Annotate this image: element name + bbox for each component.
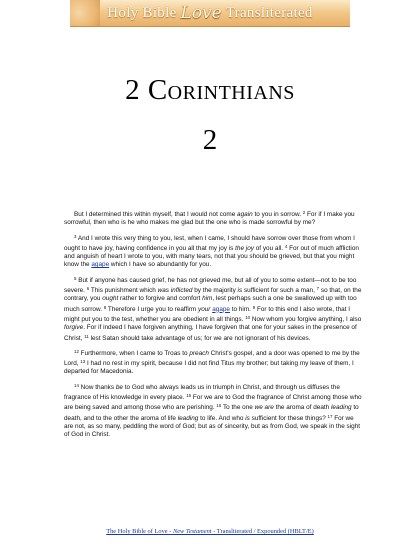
chapter-number: 2 — [202, 124, 218, 156]
verse-text: For we are to God the fragrance of Christ among those who are being saved and among those who are perishing. — [64, 394, 362, 412]
verse-text: For out of much affliction and anguish of heart I wrote to you, with many tears, not that you should be grieved, but that you might know the — [64, 244, 359, 269]
verse-text: For if I make you sorrowful, then who is he who makes me glad but the one who is made sorrowful by me? — [64, 211, 355, 227]
verse-number: 15 — [186, 393, 192, 399]
verse-text: This punishment which — [89, 287, 158, 295]
verse-text: For we are not, as so many, peddling the word of God; but as of sincerity, but as from God, we speak in the sight of God in Christ. — [64, 414, 361, 439]
italic-text: is — [245, 414, 250, 422]
italic-text: leading — [177, 414, 199, 422]
italic-text: is — [237, 287, 243, 295]
verse-text: to life. And who — [198, 414, 246, 422]
verse-number: 17 — [327, 413, 333, 419]
verse-number: 11 — [84, 333, 89, 339]
verse-number: 4 — [284, 243, 288, 249]
paragraph — [64, 382, 362, 440]
agape-link[interactable]: agape — [212, 305, 230, 313]
italic-text: be — [115, 383, 123, 391]
italic-text: we are — [254, 404, 274, 412]
chapter-text — [64, 209, 362, 445]
footer-text: - Transliterated / Expounded (HBLT/E) — [211, 528, 314, 535]
italic-text: him — [202, 295, 213, 303]
book-title: 2 Corinthians — [125, 74, 295, 106]
verse-number: 2 — [302, 210, 306, 215]
italic-text: was inflicted — [157, 287, 193, 295]
verse-text: which I have so abundantly for you. — [109, 261, 212, 269]
verse-text: to him. — [230, 305, 253, 313]
verse-text: lest Satan should take advantage of us; for we are not ignorant of his devices. — [88, 334, 311, 342]
verse-text: sufficient for such a man, — [242, 287, 317, 295]
paragraph — [64, 275, 362, 343]
verse-text: I had no rest in my spirit, because I did not find Titus my brother; but taking my leave of them, I departed for Macedonia. — [64, 360, 354, 376]
italic-text: preach — [189, 349, 209, 357]
italic-text: forgive — [64, 324, 84, 332]
verse-text: sufficient for these things? — [249, 414, 328, 422]
verse-number: 5 — [74, 275, 77, 281]
paragraph — [64, 209, 362, 228]
footer-text: New Testament — [172, 528, 212, 535]
verse-text: Now whom you forgive anything, I also — [250, 315, 362, 323]
italic-text: ought — [102, 295, 119, 303]
italic-text: your — [198, 305, 211, 313]
verse-text: But I determined this within myself, that I would not come — [74, 211, 238, 218]
verse-text: to you in sorrow. — [252, 211, 303, 218]
verse-text: so that, on the contrary, you — [64, 287, 362, 303]
banner-text-holy-bible: Holy Bible — [107, 4, 177, 21]
footer-link[interactable] — [106, 528, 314, 535]
footer-text: The Holy Bible of Love - — [106, 528, 173, 535]
paragraph — [64, 233, 362, 270]
verse-text: . For if indeed I have forgiven anything, I have forgiven that one for your sakes in the presence of Christ, — [64, 324, 357, 342]
verse-number: 10 — [245, 314, 251, 320]
verse-number: 6 — [86, 286, 90, 292]
italic-text: again — [237, 211, 253, 218]
verse-text: the aroma of death — [273, 404, 331, 412]
verse-text: Furthermore, when I came to Troas to — [78, 349, 190, 357]
site-banner — [70, 0, 350, 27]
verse-number: 9 — [252, 304, 256, 310]
verse-text: But if anyone has caused grief, he has not grieved me, but all of you to some extent—not to be too severe. — [64, 276, 357, 295]
verse-text: For to this end I also wrote, that I might put you to the test, whether you are obedient in all things. — [64, 305, 351, 323]
verse-number: 16 — [216, 403, 222, 409]
verse-text: , lest perhaps such a one be swallowed up with too much sorrow. — [64, 295, 357, 313]
verse-number: 14 — [74, 382, 79, 388]
verse-number: 8 — [103, 304, 107, 310]
verse-number: 12 — [74, 348, 79, 354]
verse-text: to death, and to the other the aroma of life — [64, 404, 359, 422]
verse-number: 7 — [316, 286, 320, 292]
paragraph — [64, 348, 362, 377]
verse-text: by the majority — [192, 287, 238, 295]
verse-text: Therefore I urge you to reaffirm — [106, 305, 198, 313]
verse-text: rather to forgive and comfort — [118, 295, 203, 303]
italic-text: the joy — [235, 244, 254, 252]
italic-text: leading — [331, 404, 352, 412]
agape-link[interactable]: agape — [91, 261, 110, 269]
verse-number: 3 — [74, 233, 77, 239]
verse-number: 13 — [80, 359, 86, 365]
verse-text: Christ's gospel, and a door was opened to me by the Lord, — [64, 349, 360, 368]
verse-text: Now thanks — [78, 383, 116, 391]
banner-text-love: Love — [180, 3, 222, 23]
banner-ornament — [70, 0, 100, 26]
footer — [0, 528, 420, 535]
verse-text: And I wrote this very thing to you, lest, when I came, I should have sorrow over those from whom I ought to have joy, having confidence in you all that my joy is — [64, 234, 355, 252]
verse-text: of you all. — [253, 244, 285, 252]
banner-text-transliterated: Transliterated — [225, 4, 313, 21]
verse-text: to God who always leads us in triumph in Christ, and through us diffuses the fragrance of His knowledge in every place. — [64, 383, 340, 402]
verse-text: To the one — [221, 404, 255, 412]
